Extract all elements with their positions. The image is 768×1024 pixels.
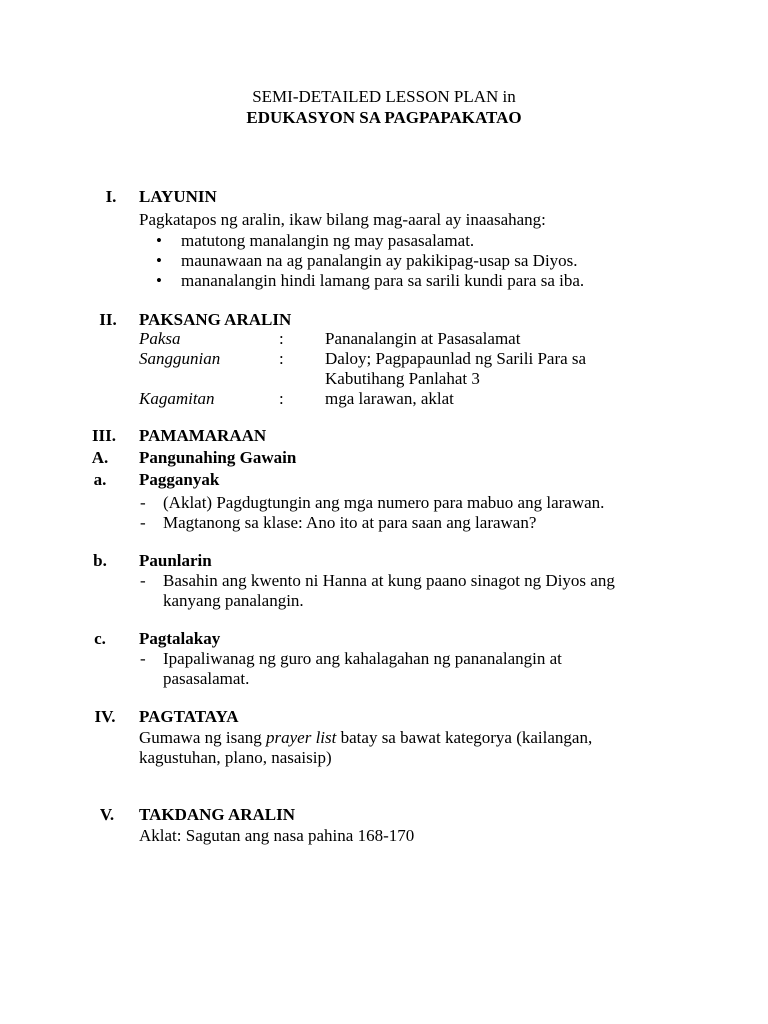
section-5-number: V. — [99, 805, 115, 824]
step-c-heading: Pagtalakay — [139, 629, 221, 648]
section-5-heading: TAKDANG ARALIN — [139, 805, 296, 824]
step-a-item: Magtanong sa klase: Ano ito at para saan ang larawan? — [163, 513, 537, 532]
evaluation-text-post: batay sa bawat kategorya (kailangan, — [336, 728, 593, 747]
homework-text: Aklat: Sagutan ang nasa pahina 168-170 — [139, 826, 415, 845]
subsection-a-heading: Pangunahing Gawain — [139, 448, 297, 467]
prayer-list-term: prayer list — [266, 728, 337, 747]
step-a-item: (Aklat) Pagdugtungin ang mga numero para mabuo ang larawan. — [163, 493, 605, 512]
topic-separator: : — [279, 329, 284, 348]
materials-value: mga larawan, aklat — [325, 389, 454, 408]
reference-value: Daloy; Pagpapaunlad ng Sarili Para sa — [325, 349, 587, 368]
dash-marker: - — [140, 571, 146, 590]
section-4-heading: PAGTATAYA — [139, 707, 239, 726]
objective-item: mananalangin hindi lamang para sa sarili kundi para sa iba. — [181, 271, 585, 290]
section-3-heading: PAMAMARAAN — [139, 426, 267, 445]
objective-item: matutong manalangin ng may pasasalamat. — [181, 231, 475, 250]
step-c-text-line2: pasasalamat. — [163, 669, 250, 688]
topic-value: Pananalangin at Pasasalamat — [325, 329, 521, 348]
step-b-text-line2: kanyang panalangin. — [163, 591, 304, 610]
dash-marker: - — [140, 493, 146, 512]
section-2-number: II. — [99, 310, 117, 329]
reference-separator: : — [279, 349, 284, 368]
evaluation-text-line2: kagustuhan, plano, nasaisip) — [139, 748, 332, 767]
reference-label: Sanggunian — [139, 349, 221, 368]
step-b-text-line1: Basahin ang kwento ni Hanna at kung paano sinagot ng Diyos ang — [163, 571, 615, 590]
materials-label: Kagamitan — [139, 389, 215, 408]
bullet-icon: • — [156, 271, 162, 290]
step-b-letter: b. — [93, 551, 107, 570]
section-1-number: I. — [105, 187, 117, 206]
evaluation-text-pre: Gumawa ng isang — [139, 728, 267, 747]
reference-value-continued: Kabutihang Panlahat 3 — [325, 369, 480, 388]
bullet-icon: • — [156, 231, 162, 250]
section-2-heading: PAKSANG ARALIN — [139, 310, 292, 329]
objective-item: maunawaan na ag panalangin ay pakikipag-usap sa Diyos. — [181, 251, 578, 270]
section-1-intro: Pagkatapos ng aralin, ikaw bilang mag-aaral ay inaasahang: — [139, 210, 546, 229]
step-c-text-line1: Ipapaliwanag ng guro ang kahalagahan ng pananalangin at — [163, 649, 562, 668]
step-a-heading: Pagganyak — [139, 470, 220, 489]
dash-marker: - — [140, 513, 146, 532]
step-a-letter: a. — [93, 470, 107, 489]
step-b-heading: Paunlarin — [139, 551, 212, 570]
topic-label: Paksa — [139, 329, 181, 348]
evaluation-text-line1 — [139, 728, 592, 748]
section-4-number: IV. — [94, 707, 116, 726]
step-c-letter: c. — [94, 629, 106, 648]
subsection-a-letter: A. — [91, 448, 109, 467]
bullet-icon: • — [156, 251, 162, 270]
section-1-heading: LAYUNIN — [139, 187, 217, 206]
document-title-line2: EDUKASYON SA PAGPAPAKATAO — [246, 108, 522, 127]
dash-marker: - — [140, 649, 146, 668]
section-3-number: III. — [91, 426, 117, 445]
materials-separator: : — [279, 389, 284, 408]
document-title-line1: SEMI-DETAILED LESSON PLAN in — [252, 87, 516, 106]
